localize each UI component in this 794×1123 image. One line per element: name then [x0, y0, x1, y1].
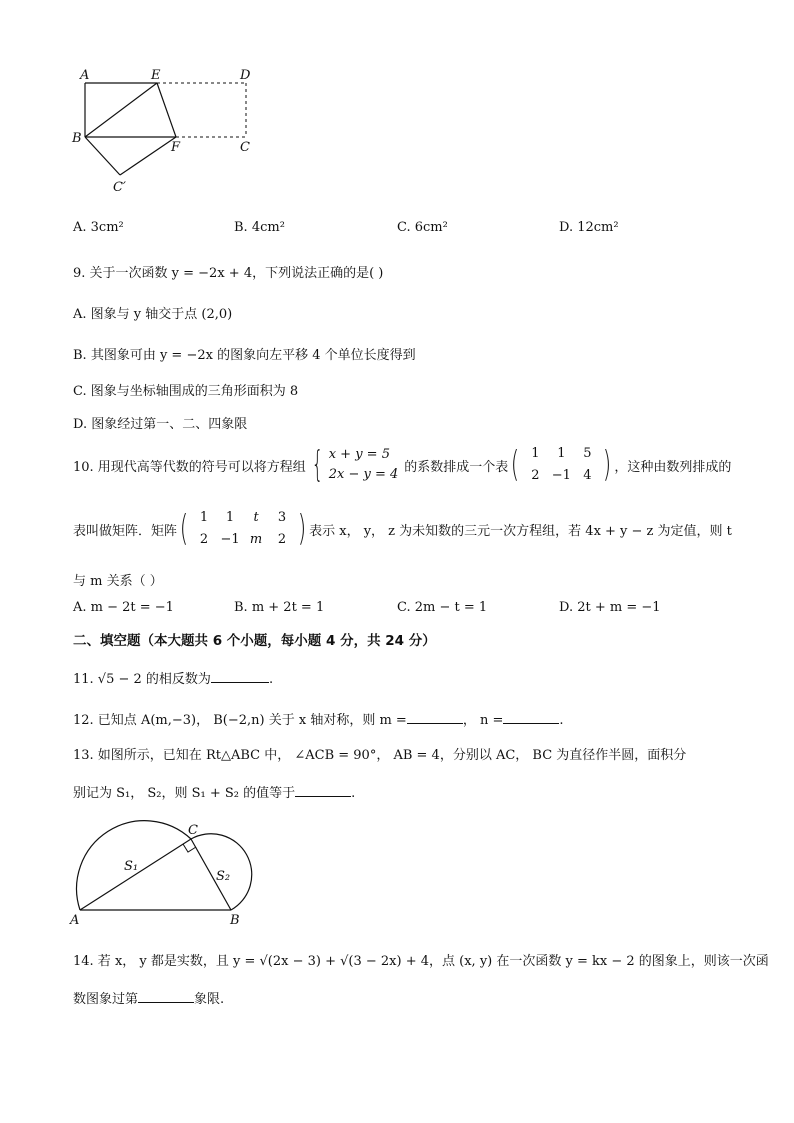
augmented-matrix: ( 1 1 t 3 2 −1 m 2 )	[179, 508, 307, 549]
matrix2-cell: −1	[220, 532, 240, 547]
answer-blank[interactable]	[295, 784, 351, 797]
matrix1-cell: 1	[531, 446, 540, 461]
q11	[73, 668, 273, 687]
label-E: E	[151, 68, 161, 83]
q8-option-d: D. 12cm²	[559, 220, 619, 235]
q10-line2-text-b: 表示 x， y， z 为未知数的三元一次方程组，若 4x + y − z 为定值，则 t	[309, 523, 732, 539]
q10-option-c: C. 2m − t = 1	[397, 600, 488, 615]
equation-1: x + y = 5	[328, 447, 390, 462]
matrix2-cell: t	[253, 510, 259, 525]
q9-option-c: C. 图象与坐标轴围成的三角形面积为 8	[73, 384, 299, 399]
q10-option-d: D. 2t + m = −1	[559, 600, 661, 615]
q10-option-b: B. m + 2t = 1	[234, 600, 325, 615]
q9-option-a: A. 图象与 y 轴交于点 (2,0)	[73, 307, 233, 322]
q14-line2	[73, 988, 224, 1007]
q11-end: .	[268, 672, 274, 687]
label-D: D	[240, 68, 251, 83]
q10-line1-text-a: 10. 用现代高等代数的符号可以将方程组	[73, 459, 306, 475]
q9-option-b: B. 其图象可由 y = −2x 的图象向左平移 4 个单位长度得到	[73, 348, 416, 363]
answer-blank-m[interactable]	[407, 711, 463, 724]
label-C: C	[188, 823, 198, 838]
q9-stem: 9. 关于一次函数 y = −2x + 4，下列说法正确的是( )	[73, 266, 384, 281]
matrix2-cell: 2	[277, 532, 287, 547]
q13-line2	[73, 782, 355, 801]
section-heading: 二、填空题（本大题共 6 个小题，每小题 4 分，共 24 分）	[73, 633, 436, 649]
label-B: B	[230, 913, 240, 928]
label-A: A	[70, 913, 80, 928]
q9-option-d: D. 图象经过第一、二、四象限	[73, 417, 248, 432]
coefficient-matrix: ( 1 1 5 2 −1 4 )	[511, 444, 612, 485]
label-B: B	[72, 131, 82, 146]
left-brace: {	[311, 444, 323, 485]
q13-end: .	[351, 786, 356, 801]
q10-option-a: A. m − 2t = −1	[73, 600, 174, 615]
q12	[73, 709, 563, 728]
q14-line1: 14. 若 x， y 都是实数，且 y = √(2x − 3) + √(3 − 2x) + 4，点 (x, y) 在一次函数 y = kx − 2 的图象上，则该一次函	[73, 954, 769, 969]
q13-line1: 13. 如图所示，已知在 Rt△ABC 中， ∠ACB = 90°， AB = 4，分别以 AC， BC 为直径作半圆，面积分	[73, 748, 687, 763]
segment-BE	[85, 83, 157, 137]
label-S1: S₁	[124, 859, 139, 874]
q14-end: 象限.	[194, 992, 225, 1007]
fold-figure	[68, 62, 268, 202]
q8-option-c: C. 6cm²	[397, 220, 448, 235]
label-C-prime: C′	[113, 180, 126, 195]
q12-text: 12. 已知点 A(m,−3)， B(−2,n) 关于 x 轴对称，则 m =	[73, 713, 407, 728]
label-C: C	[240, 140, 250, 155]
segment-BC-prime	[85, 137, 120, 175]
q10-line2-text-a: 表叫做矩阵．矩阵	[73, 523, 178, 539]
matrix1-cell: 5	[583, 446, 592, 461]
matrix1-cell: 4	[583, 468, 592, 483]
q8-option-b: B. 4cm²	[234, 220, 285, 235]
q14-line2-text: 数图象过第	[73, 992, 139, 1007]
q10-line3: 与 m 关系（ ）	[73, 574, 163, 589]
q11-text: 11. √5 − 2 的相反数为	[73, 672, 211, 687]
matrix2-cell: 2	[199, 532, 209, 547]
matrix1-cell: 1	[557, 446, 566, 461]
q10-line1	[73, 443, 731, 487]
segment-C-prime-F	[120, 137, 176, 175]
q10-line1-text-b: 的系数排成一个表	[404, 459, 509, 475]
semicircle-figure	[66, 818, 276, 928]
matrix2-cell: 1	[199, 510, 209, 525]
q13-line2-text: 别记为 S₁， S₂，则 S₁ + S₂ 的值等于	[73, 786, 296, 801]
label-A: A	[80, 68, 90, 83]
matrix2-cell: 1	[225, 510, 235, 525]
q8-option-a: A. 3cm²	[73, 220, 124, 235]
q10-line1-text-c: ，这种由数列排成的	[614, 459, 732, 475]
segment-EF	[157, 83, 176, 137]
matrix1-cell: −1	[551, 468, 571, 483]
matrix2-cell: m	[249, 532, 263, 547]
equation-2: 2x − y = 4	[328, 467, 399, 482]
answer-blank-n[interactable]	[503, 711, 559, 724]
segment-AC	[80, 839, 191, 910]
label-S2: S₂	[216, 869, 231, 884]
q10-line2	[73, 507, 732, 551]
answer-blank[interactable]	[211, 670, 269, 683]
equation-system	[306, 445, 398, 485]
q12-text-n: ， n =	[462, 713, 504, 728]
matrix2-cell: 3	[277, 510, 287, 525]
answer-blank[interactable]	[138, 990, 194, 1003]
label-F: F	[171, 140, 181, 155]
matrix1-cell: 2	[531, 468, 540, 483]
q12-end: .	[559, 713, 564, 728]
